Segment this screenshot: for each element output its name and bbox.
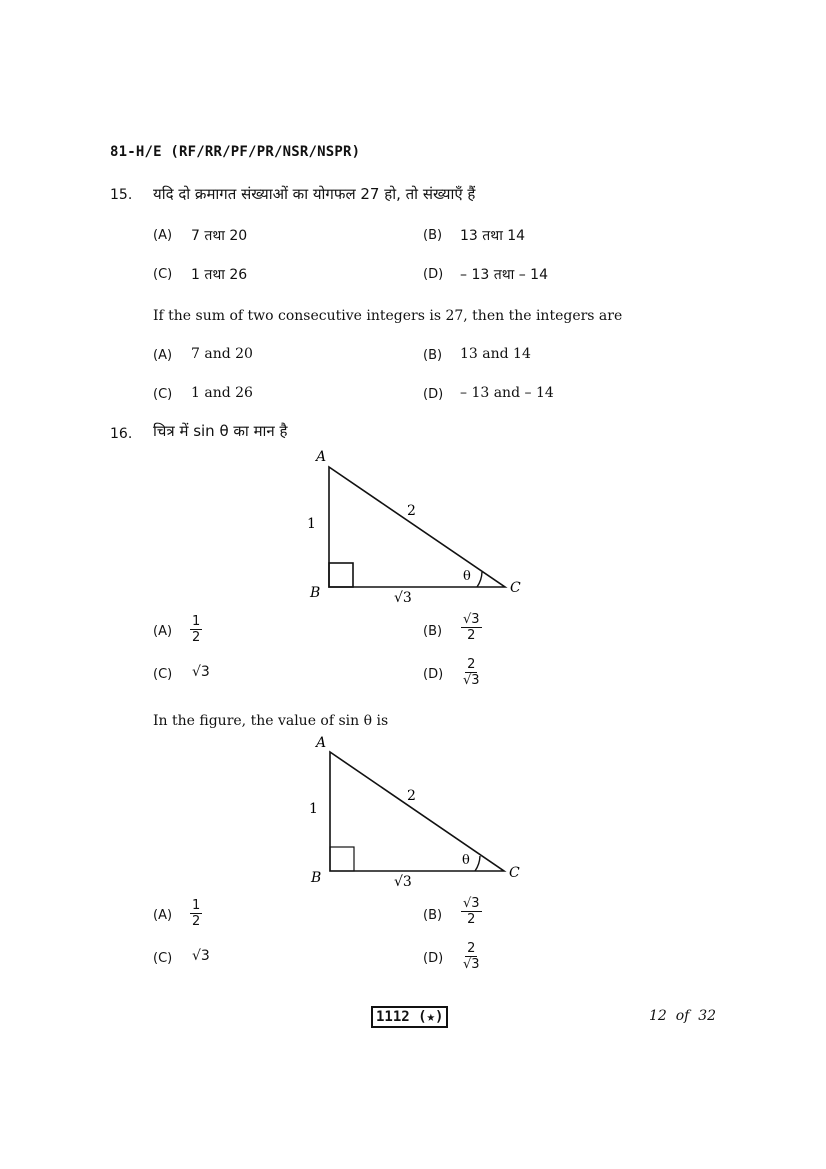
q16-hi-option-c-value: √3 [192, 664, 210, 680]
q16-hi-option-d-label: (D) [423, 667, 444, 682]
q16-en-option-d-fraction [461, 941, 482, 972]
q16-en-option-d-label: (D) [423, 951, 444, 966]
numerator: 2 [467, 657, 476, 672]
vertex-b-label: B [311, 870, 322, 886]
q15-en-option-c-label: (C) [153, 387, 173, 402]
question-15-text-english: If the sum of two consecutive integers is 27, then the integers are [153, 308, 623, 324]
q15-en-option-a-label: (A) [153, 348, 173, 363]
q16-en-option-b-fraction [461, 896, 482, 927]
question-number-15: 15. [110, 187, 133, 203]
q16-en-option-a-fraction [190, 898, 202, 929]
q16-hi-option-b-label: (B) [423, 624, 443, 639]
vertex-c-label: C [510, 580, 521, 596]
side-bc-label: √3 [394, 874, 412, 890]
triangle-abc [329, 467, 505, 587]
denominator: 2 [467, 912, 476, 927]
numerator: √3 [463, 612, 480, 627]
vertex-a-label: A [316, 735, 327, 751]
vertex-a-label: A [316, 449, 327, 465]
q16-hi-option-a-fraction [190, 614, 202, 645]
q15-en-option-a-value: 7 and 20 [191, 346, 253, 362]
q16-en-option-c-label: (C) [153, 951, 173, 966]
vertex-c-label: C [509, 865, 520, 881]
denominator: √3 [463, 673, 480, 688]
right-angle-marker [329, 563, 353, 587]
angle-arc [477, 572, 482, 587]
denominator: 2 [192, 630, 201, 645]
numerator: 2 [467, 941, 476, 956]
angle-arc [475, 856, 480, 871]
triangle-figure-english [290, 730, 540, 895]
question-16-text-hindi: चित्र में sin θ का मान है [153, 422, 288, 440]
q15-hi-option-c-label: (C) [153, 267, 173, 282]
side-ab-label: 1 [307, 516, 316, 532]
denominator: √3 [463, 957, 480, 972]
q15-en-option-d-label: (D) [423, 387, 444, 402]
side-ac-label: 2 [407, 788, 416, 804]
booklet-code-box: 1112 (★) [371, 1006, 448, 1028]
q16-hi-option-b-fraction [461, 612, 482, 643]
denominator: 2 [467, 628, 476, 643]
q15-hi-option-b-value: 13 तथा 14 [460, 228, 526, 244]
numerator: 1 [192, 898, 201, 913]
q15-hi-option-c-value: 1 तथा 26 [191, 267, 248, 283]
triangle-figure-hindi [290, 445, 540, 610]
q16-en-option-a-label: (A) [153, 908, 173, 923]
q15-en-option-b-value: 13 and 14 [460, 346, 531, 362]
side-ab-label: 1 [309, 801, 318, 817]
angle-theta-label: θ [462, 853, 470, 868]
q16-hi-option-c-label: (C) [153, 667, 173, 682]
q15-en-option-d-value: – 13 and – 14 [460, 385, 554, 401]
q16-hi-option-d-fraction [461, 657, 482, 688]
page-number: 12 of 32 [649, 1008, 717, 1024]
q16-hi-option-a-label: (A) [153, 624, 173, 639]
q15-en-option-b-label: (B) [423, 348, 443, 363]
question-15-text-hindi: यदि दो क्रमागत संख्याओं का योगफल 27 हो, तो संख्याएँ हैं [153, 185, 476, 203]
side-ac-label: 2 [407, 503, 416, 519]
angle-theta-label: θ [463, 569, 471, 584]
q16-en-option-c-value: √3 [192, 948, 210, 964]
side-bc-label: √3 [394, 590, 412, 606]
q16-en-option-b-label: (B) [423, 908, 443, 923]
q15-hi-option-d-label: (D) [423, 267, 444, 282]
numerator: 1 [192, 614, 201, 629]
q15-en-option-c-value: 1 and 26 [191, 385, 253, 401]
vertex-b-label: B [310, 585, 321, 601]
question-number-16: 16. [110, 426, 133, 442]
q15-hi-option-d-value: – 13 तथा – 14 [460, 267, 548, 283]
question-16-text-english: In the figure, the value of sin θ is [153, 713, 389, 729]
q15-hi-option-a-label: (A) [153, 228, 173, 243]
paper-code-header: 81-H/E (RF/RR/PF/PR/NSR/NSPR) [110, 144, 361, 160]
right-angle-marker [330, 847, 354, 871]
q15-hi-option-b-label: (B) [423, 228, 443, 243]
triangle-abc [330, 752, 504, 871]
q15-hi-option-a-value: 7 तथा 20 [191, 228, 248, 244]
numerator: √3 [463, 896, 480, 911]
denominator: 2 [192, 914, 201, 929]
